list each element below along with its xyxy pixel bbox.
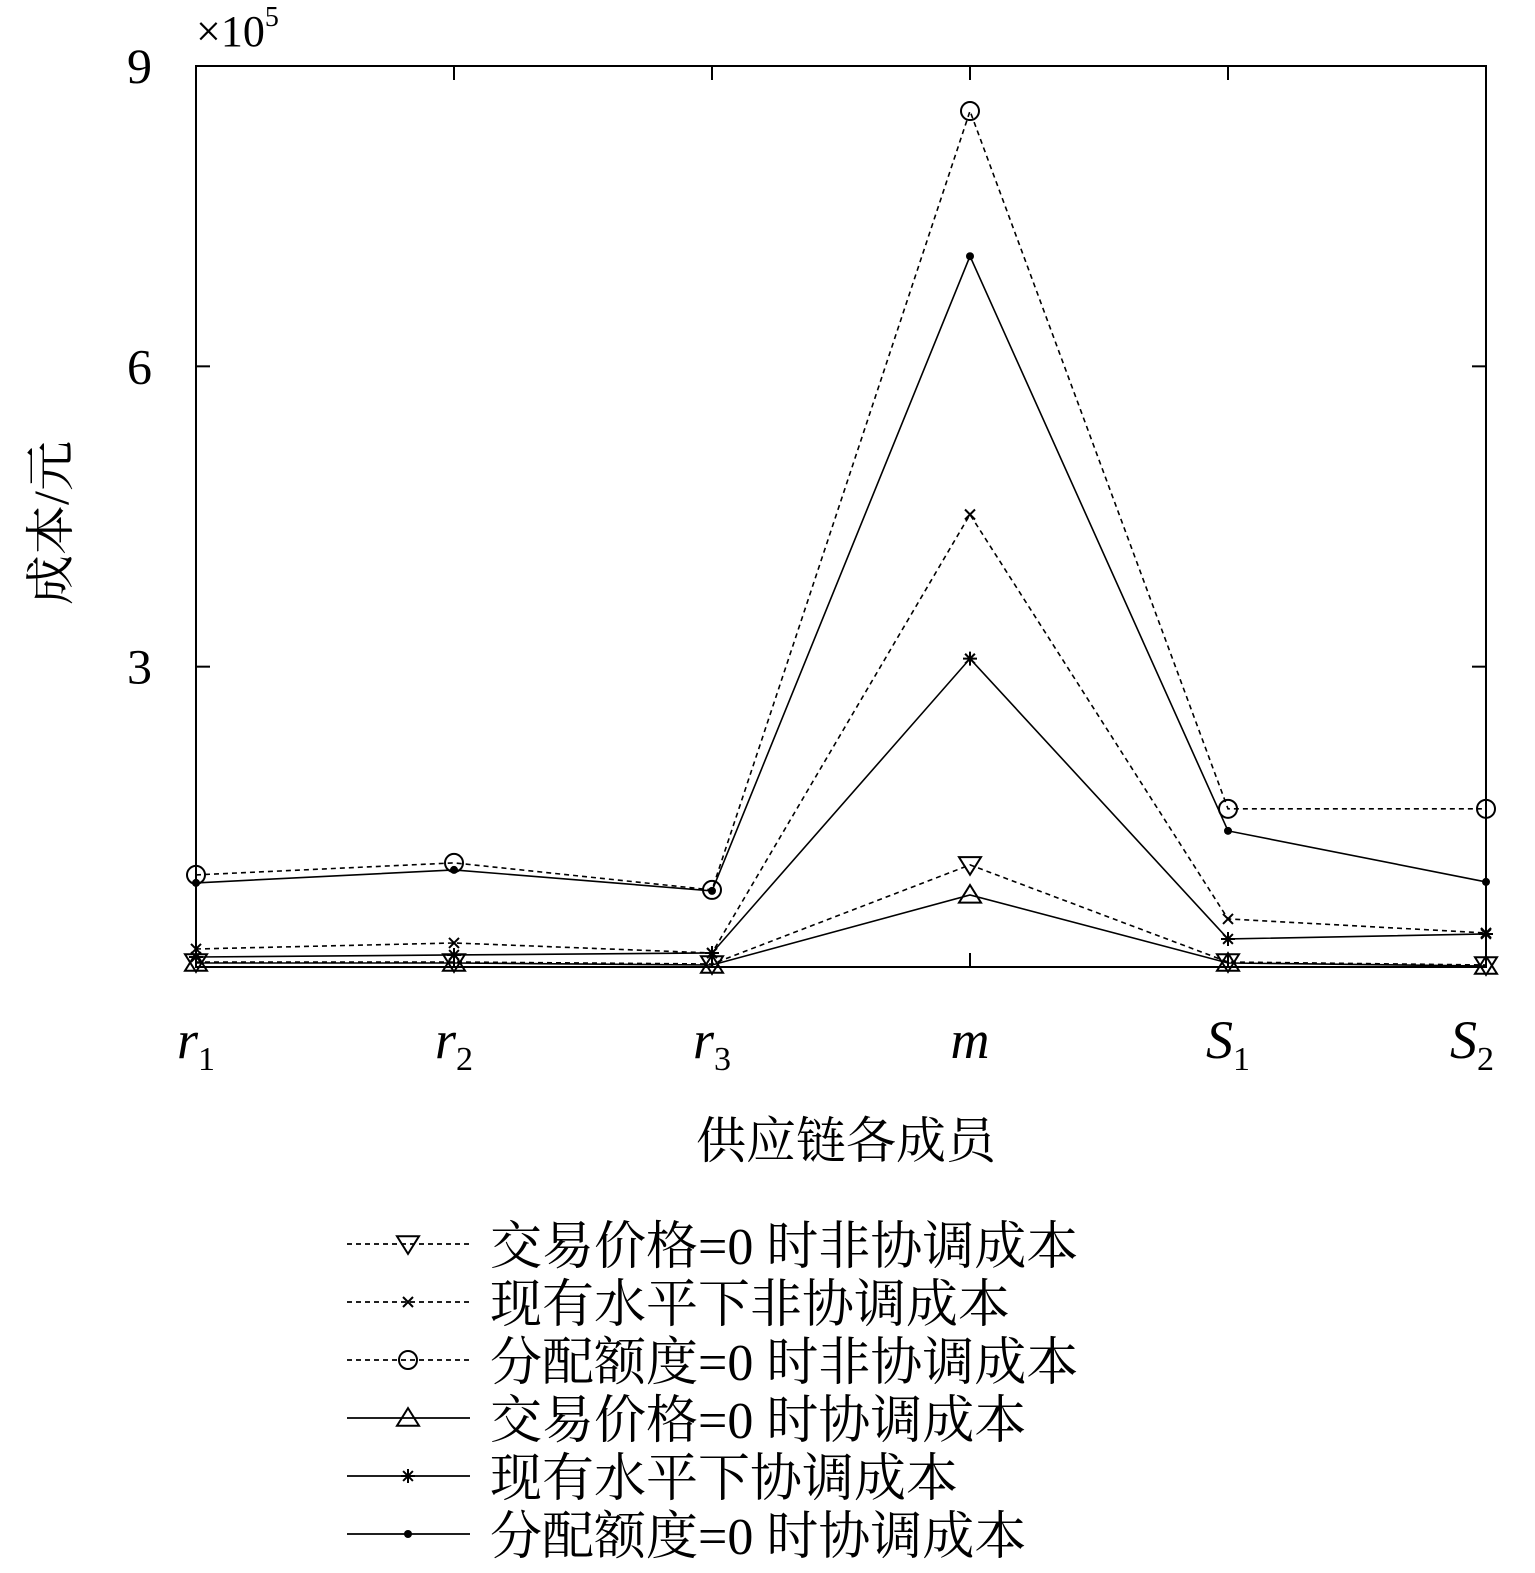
data-point	[959, 885, 981, 903]
legend-item	[347, 1335, 1078, 1392]
series-line	[196, 256, 1486, 891]
legend-item	[347, 1219, 1078, 1276]
x-axis-label: 供应链各成员	[696, 1113, 996, 1169]
data-point	[966, 252, 974, 260]
series-2	[191, 509, 1491, 957]
data-point	[397, 1236, 419, 1254]
legend-label: 现有水平下非协调成本	[490, 1277, 1011, 1334]
data-point	[192, 879, 200, 887]
series-line	[196, 659, 1486, 957]
x-tick-label: $S_1$	[1206, 1010, 1250, 1078]
series-6	[192, 252, 1490, 895]
series-5	[189, 652, 1493, 964]
data-point	[963, 652, 977, 666]
legend-label: 交易价格=0 时协调成本	[490, 1393, 1027, 1450]
legend-label: 分配额度=0 时协调成本	[490, 1509, 1027, 1566]
data-point	[401, 1469, 415, 1483]
legend-label: 交易价格=0 时非协调成本	[490, 1219, 1079, 1276]
series-line	[196, 514, 1486, 952]
legend	[347, 1219, 1078, 1566]
series-4	[185, 885, 1497, 974]
y-multiplier: $\times 10^5$	[196, 2, 279, 56]
series-layer	[185, 102, 1497, 975]
legend-item	[347, 1509, 1026, 1566]
data-point	[189, 950, 203, 964]
data-point	[450, 866, 458, 874]
data-point	[708, 887, 716, 895]
series-3	[187, 102, 1495, 899]
y-tick-label: 9	[127, 38, 152, 94]
x-tick-label: $r_1$	[176, 1010, 216, 1078]
data-point	[959, 857, 981, 875]
x-tick-label: $r_3$	[692, 1010, 732, 1078]
series-line	[196, 111, 1486, 890]
y-tick-label: 6	[127, 338, 152, 395]
series-line	[196, 865, 1486, 965]
legend-item	[347, 1451, 958, 1508]
y-tick-label: 3	[127, 638, 152, 695]
x-tick-label: $r_2$	[434, 1010, 474, 1078]
series-1	[185, 857, 1497, 975]
data-point	[965, 509, 975, 519]
data-point	[1482, 878, 1490, 886]
data-point	[961, 102, 979, 120]
x-tick-label: $S_2$	[1450, 1010, 1494, 1078]
data-point	[397, 1408, 419, 1426]
legend-item	[347, 1277, 1010, 1334]
legend-item	[347, 1393, 1026, 1450]
data-point	[1223, 914, 1233, 924]
plot-frame	[196, 66, 1486, 967]
x-tick-labels	[177, 1010, 1494, 1078]
legend-label: 现有水平下协调成本	[490, 1451, 959, 1508]
data-point	[404, 1530, 412, 1538]
x-tick-label: m	[950, 1010, 990, 1070]
data-point	[1224, 827, 1232, 835]
y-axis-label: 成本/元	[23, 441, 79, 605]
legend-label: 分配额度=0 时非协调成本	[490, 1335, 1079, 1392]
axis-ticks	[196, 66, 1486, 967]
y-tick-labels	[127, 38, 152, 695]
